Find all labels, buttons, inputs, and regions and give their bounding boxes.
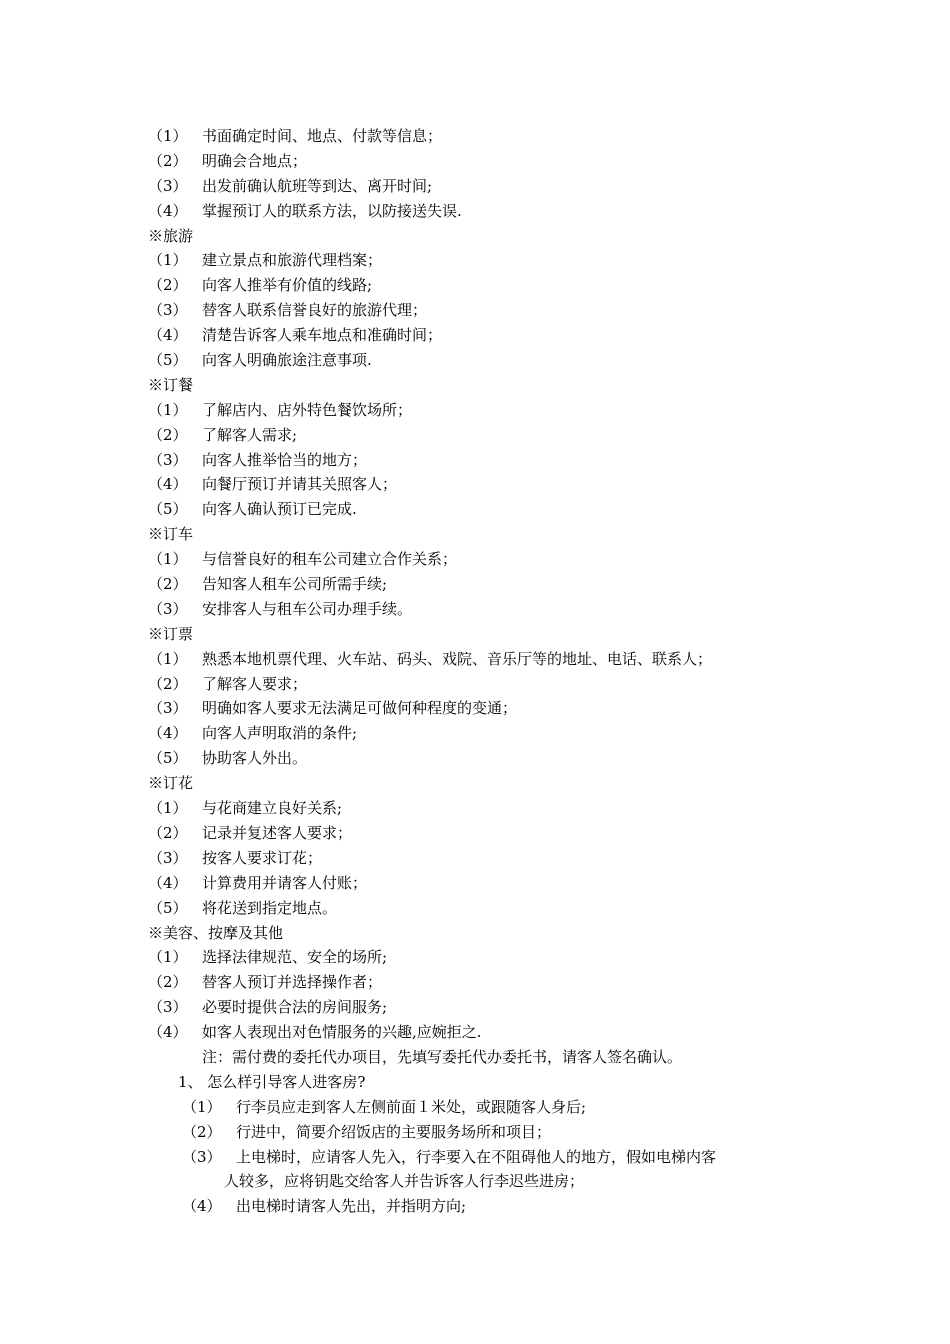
list-item	[148, 298, 828, 323]
item-text: 出发前确认航班等到达、离开时间;	[202, 176, 433, 195]
item-text: 向餐厅预订并请其关照客人；	[202, 475, 398, 494]
section-heading: ※旅游	[148, 226, 194, 245]
item-number: （4）	[148, 201, 188, 220]
list-item	[148, 323, 828, 348]
list-item	[148, 1194, 828, 1219]
list-item	[148, 273, 828, 298]
item-number: （2）	[148, 425, 188, 444]
list-item	[148, 398, 828, 423]
item-text: 替客人预订并选择操作者；	[202, 973, 383, 992]
list-item	[148, 871, 828, 896]
list-item	[148, 149, 828, 174]
list-item	[148, 721, 828, 746]
item-text: 告知客人租车公司所需手续;	[202, 575, 388, 594]
item-text: 熟悉本地机票代理、火车站、码头、戏院、音乐厅等的地址、电话、联系人；	[202, 649, 713, 668]
item-number: （1）	[148, 799, 188, 818]
item-number: （2）	[182, 1122, 222, 1141]
section-heading: ※美容、按摩及其他	[148, 923, 284, 942]
item-text: 选择法律规范、安全的场所;	[202, 948, 388, 967]
list-item	[148, 696, 828, 721]
list-item	[148, 174, 828, 199]
list-item	[148, 497, 828, 522]
question-line	[148, 1070, 828, 1095]
item-text: 了解客人要求；	[202, 674, 308, 693]
section-heading: ※订餐	[148, 375, 194, 394]
item-number: （1）	[148, 400, 188, 419]
item-text: 清楚告诉客人乘车地点和准确时间；	[202, 326, 443, 345]
list-item	[148, 547, 828, 572]
item-text: 必要时提供合法的房间服务;	[202, 998, 388, 1017]
item-text: 向客人声明取消的条件;	[202, 724, 358, 743]
item-text: 明确如客人要求无法满足可做何种程度的变通；	[202, 699, 518, 718]
list-item	[148, 1095, 828, 1120]
item-number: （3）	[148, 450, 188, 469]
item-number: （1）	[148, 649, 188, 668]
list-item	[148, 995, 828, 1020]
section-heading-line	[148, 622, 828, 647]
note-line	[148, 1045, 828, 1070]
list-item	[148, 124, 828, 149]
section-heading-line	[148, 522, 828, 547]
item-number: （5）	[148, 500, 188, 519]
list-item	[148, 896, 828, 921]
item-number: （4）	[148, 873, 188, 892]
item-text: 如客人表现出对色情服务的兴趣,应婉拒之.	[202, 1023, 482, 1042]
item-text-continuation: 人较多，应将钥匙交给客人并告诉客人行李迟些进房；	[224, 1172, 585, 1191]
note-text: 注：需付费的委托代办项目，先填写委托代办委托书，请客人签名确认。	[202, 1047, 683, 1066]
item-text: 了解客人需求;	[202, 425, 298, 444]
item-number: （3）	[148, 848, 188, 867]
list-item	[148, 647, 828, 672]
item-number: （4）	[182, 1197, 222, 1216]
list-item	[148, 248, 828, 273]
list-item	[148, 672, 828, 697]
list-item	[148, 597, 828, 622]
item-number: （4）	[148, 724, 188, 743]
item-number: （3）	[148, 176, 188, 195]
item-text: 行李员应走到客人左侧前面１米处，或跟随客人身后;	[236, 1097, 587, 1116]
list-item	[148, 448, 828, 473]
item-number: （5）	[148, 898, 188, 917]
item-number: （1）	[182, 1097, 222, 1116]
item-text: 建立景点和旅游代理档案；	[202, 251, 383, 270]
list-item	[148, 1020, 828, 1045]
item-number: （1）	[148, 948, 188, 967]
item-text: 记录并复述客人要求；	[202, 823, 353, 842]
list-item	[148, 199, 828, 224]
section-heading: ※订车	[148, 525, 194, 544]
section-heading-line	[148, 771, 828, 796]
item-text: 行进中，简要介绍饭店的主要服务场所和项目；	[236, 1122, 552, 1141]
list-item	[148, 970, 828, 995]
item-number: （4）	[148, 326, 188, 345]
item-text: 向客人确认预订已完成.	[202, 500, 357, 519]
item-text: 向客人推举有价值的线路;	[202, 276, 373, 295]
item-number: （3）	[148, 699, 188, 718]
section-heading-line	[148, 921, 828, 946]
section-heading: ※订票	[148, 624, 194, 643]
question-title: 1、 怎么样引导客人进客房?	[178, 1072, 366, 1091]
list-item-continuation	[148, 1169, 828, 1194]
list-item	[148, 1145, 828, 1170]
item-text: 明确会合地点；	[202, 151, 308, 170]
list-item	[148, 846, 828, 871]
item-number: （4）	[148, 475, 188, 494]
item-number: （1）	[148, 127, 188, 145]
item-number: （2）	[148, 823, 188, 842]
item-number: （5）	[148, 749, 188, 768]
item-text: 安排客人与租车公司办理手续。	[202, 599, 413, 618]
item-number: （2）	[148, 674, 188, 693]
item-text: 向客人推举恰当的地方；	[202, 450, 368, 469]
item-text: 了解店内、店外特色餐饮场所；	[202, 400, 413, 419]
item-text: 上电梯时，应请客人先入，行李要入在不阻碍他人的地方，假如电梯内客	[236, 1147, 717, 1166]
item-text: 计算费用并请客人付账；	[202, 873, 368, 892]
section-heading-line	[148, 373, 828, 398]
item-text: 掌握预订人的联系方法，以防接送失误.	[202, 201, 462, 220]
list-item	[148, 572, 828, 597]
item-number: （1）	[148, 550, 188, 569]
section-heading-line	[148, 224, 828, 249]
item-number: （2）	[148, 973, 188, 992]
item-number: （5）	[148, 351, 188, 370]
item-number: （3）	[182, 1147, 222, 1166]
item-text: 书面确定时间、地点、付款等信息；	[202, 127, 443, 145]
item-text: 按客人要求订花；	[202, 848, 323, 867]
list-item	[148, 1120, 828, 1145]
list-item	[148, 821, 828, 846]
document-body	[148, 124, 828, 1219]
list-item	[148, 945, 828, 970]
item-number: （2）	[148, 575, 188, 594]
item-number: （3）	[148, 998, 188, 1017]
list-item	[148, 472, 828, 497]
item-text: 与信誉良好的租车公司建立合作关系；	[202, 550, 458, 569]
item-text: 向客人明确旅途注意事项.	[202, 351, 372, 370]
item-text: 协助客人外出。	[202, 749, 308, 768]
list-item	[148, 796, 828, 821]
list-item	[148, 423, 828, 448]
item-number: （2）	[148, 151, 188, 170]
item-number: （1）	[148, 251, 188, 270]
list-item	[148, 746, 828, 771]
item-number: （4）	[148, 1023, 188, 1042]
item-text: 将花送到指定地点。	[202, 898, 338, 917]
list-item	[148, 348, 828, 373]
item-number: （2）	[148, 276, 188, 295]
item-text: 出电梯时请客人先出，并指明方向;	[236, 1197, 467, 1216]
section-heading: ※订花	[148, 774, 194, 793]
item-number: （3）	[148, 301, 188, 320]
item-text: 替客人联系信誉良好的旅游代理；	[202, 301, 428, 320]
item-text: 与花商建立良好关系;	[202, 799, 343, 818]
item-number: （3）	[148, 599, 188, 618]
